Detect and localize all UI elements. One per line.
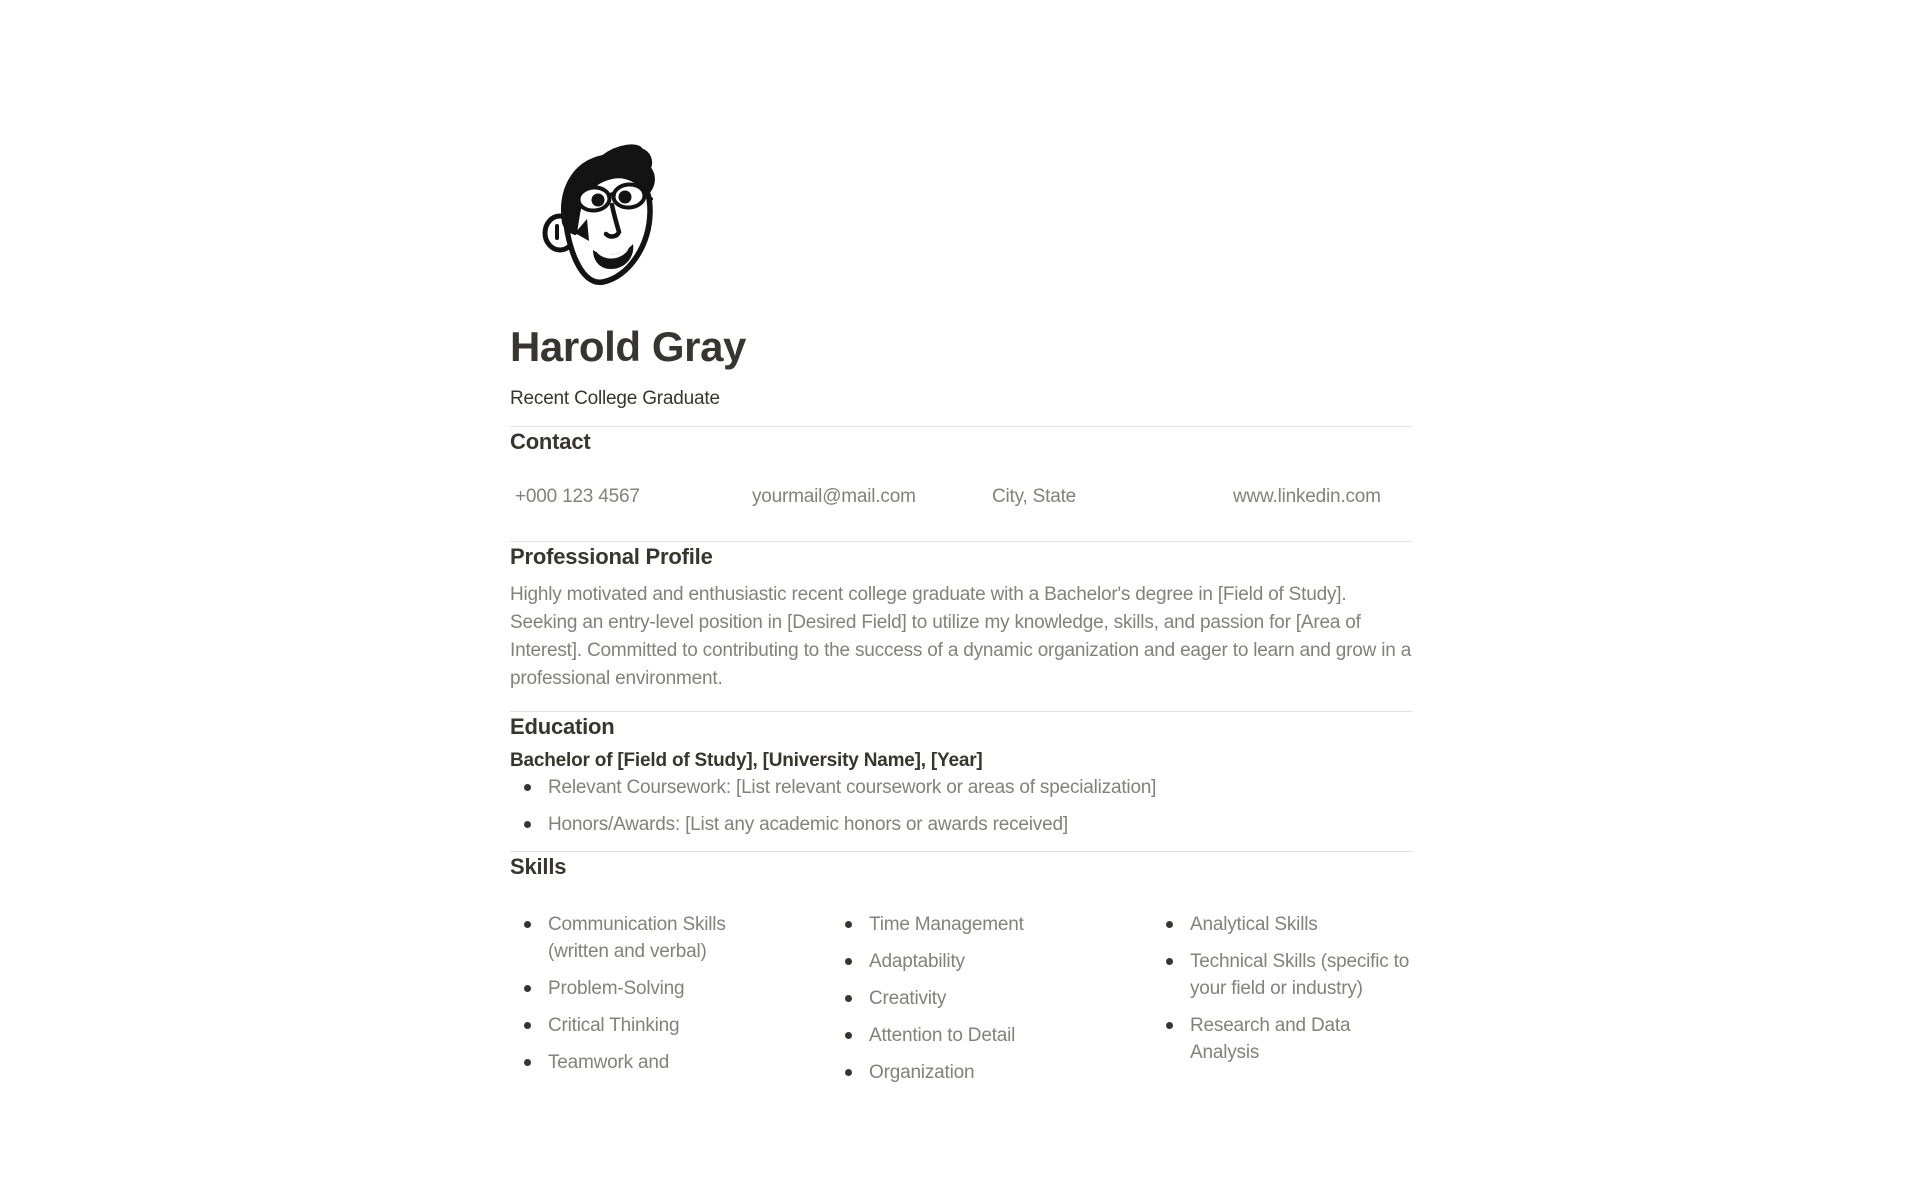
professional-profile-text: Highly motivated and enthusiastic recent college graduate with a Bachelor's degree in [Field of Study]. Seeking an entry-level position in [Desired Field] to utilize my knowledge, skills, and passion for [Area of Interest]. Committed to contributing to the success of a dynamic organization and eager to learn and grow in a professional environment. (510, 584, 1412, 689)
skills-list (510, 911, 780, 1076)
skills-heading: Skills (510, 854, 567, 879)
skills-list (1152, 911, 1422, 1066)
page-title: Harold Gray (510, 323, 747, 370)
profile-subtitle: Recent College Graduate (510, 388, 720, 409)
education-degree-line: Bachelor of [Field of Study], [University Name], [Year] (510, 750, 983, 771)
avatar-man-glasses-icon (529, 135, 669, 293)
contact-row (510, 484, 1412, 510)
skill-item: Attention to Detail (869, 1022, 1101, 1049)
skills-list (831, 911, 1101, 1086)
education-bullet-item: Honors/Awards: [List any academic honors or awards received] (548, 811, 1412, 838)
contact-website: www.linkedin.com (1233, 486, 1381, 507)
contact-phone: +000 123 4567 (515, 486, 640, 507)
skill-item: Problem-Solving (548, 975, 780, 1002)
education-heading: Education (510, 714, 615, 739)
skill-item: Organization (869, 1059, 1101, 1086)
contact-heading: Contact (510, 429, 591, 454)
skills-column-1 (510, 911, 780, 1096)
skill-item: Critical Thinking (548, 1012, 780, 1039)
skill-item: Research and Data Analysis (1190, 1012, 1422, 1066)
skill-item: Technical Skills (specific to your field or industry) (1190, 948, 1422, 1002)
content-column (510, 135, 1412, 1096)
professional-profile-heading: Professional Profile (510, 544, 713, 569)
contact-email: yourmail@mail.com (752, 486, 916, 507)
education-bullet-item: Relevant Coursework: [List relevant coursework or areas of specialization] (548, 774, 1412, 801)
skills-column-2 (831, 911, 1101, 1096)
skills-columns (510, 911, 1412, 1096)
skill-item: Teamwork and (548, 1049, 780, 1076)
contact-location: City, State (992, 486, 1077, 507)
skill-item: Communication Skills (written and verbal) (548, 911, 780, 965)
skill-item: Creativity (869, 985, 1101, 1012)
skill-item: Analytical Skills (1190, 911, 1422, 938)
skill-item: Adaptability (869, 948, 1101, 975)
education-bullet-list (510, 774, 1412, 838)
skill-item: Time Management (869, 911, 1101, 938)
skills-column-3 (1152, 911, 1422, 1096)
